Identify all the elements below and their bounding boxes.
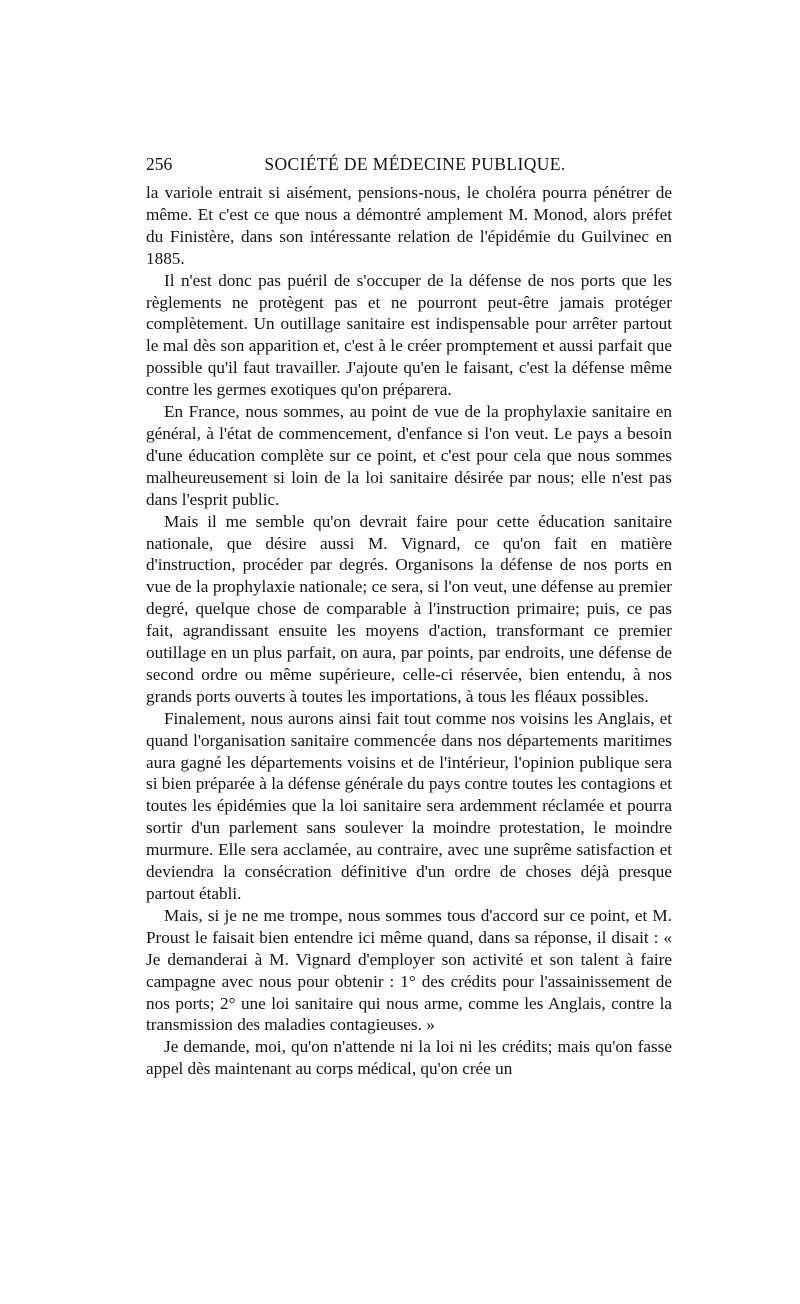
- paragraph-continuation: la variole entrait si aisément, pensions-nous, le choléra pourra pénétrer de même. Et c'est ce que nous a démontré amplement M. Monod, alors préfet du Finistère, dans son intéressante relation de l'épidémie du Guilvinec en 1885.: [146, 183, 672, 268]
- running-title: SOCIÉTÉ DE MÉDECINE PUBLIQUE.: [264, 154, 566, 174]
- paragraph: Je demande, moi, qu'on n'attende ni la loi ni les crédits; mais qu'on fasse appel dès maintenant au corps médical, qu'on crée un: [146, 1037, 672, 1079]
- paragraph: Mais il me semble qu'on devrait faire pour cette éducation sanitaire nationale, que désire aussi M. Vignard, ce qu'on fait en matière d'instruction, procéder par degrés. Organisons la défense de nos ports en vue de la prophylaxie nationale; ce sera, si l'on veut, une défense au premier degré, quelque chose de comparable à l'instruction primaire; puis, ce pas fait, agrandissant ensuite les moyens d'action, transformant ce premier outillage en un plus parfait, on aura, par points, par endroits, une défense de second ordre ou même supérieure, celle-ci réservée, bien entendu, à nos grands ports ouverts à toutes les importations, à tous les fléaux possibles.: [146, 511, 672, 706]
- running-head: [146, 152, 672, 176]
- page-number: 256: [146, 154, 173, 174]
- paragraph: Il n'est donc pas puéril de s'occuper de la défense de nos ports que les règlements ne protègent pas et ne pourront peut-être jamais protéger complètement. Un outillage sanitaire est indispensable pour arrêter partout le mal dès son apparition et, c'est à le créer promptement et aussi parfait que possible qu'il faut travailler. J'ajoute qu'en le faisant, c'est la défense même contre les germes exotiques qu'on préparera.: [146, 270, 672, 400]
- paragraph: Finalement, nous aurons ainsi fait tout comme nos voisins les Anglais, et quand l'organisation sanitaire commencée dans nos départements maritimes aura gagné les départements voisins et de l'intérieur, l'opinion publique sera si bien préparée à la défense générale du pays contre toutes les contagions et toutes les épidémies que la loi sanitaire sera ardemment réclamée et pourra sortir d'un parlement sans soulever la moindre protestation, le moindre murmure. Elle sera acclamée, au contraire, avec une suprême satisfaction et deviendra la consécration définitive d'un ordre de choses déjà presque partout établi.: [146, 708, 672, 903]
- paragraph: Mais, si je ne me trompe, nous sommes tous d'accord sur ce point, et M. Proust le faisait bien entendre ici même quand, dans sa réponse, il disait : « Je demanderai à M. Vignard d'employer son activité et son talent à faire campagne avec nous pour obtenir : 1° des crédits pour l'assainissement de nos ports; 2° une loi sanitaire qui nous arme, comme les Anglais, contre la transmission des maladies contagieuses. »: [146, 905, 672, 1035]
- body-text: [146, 182, 672, 1080]
- paragraph: En France, nous sommes, au point de vue de la prophylaxie sanitaire en général, à l'état de commencement, d'enfance si l'on veut. Le pays a besoin d'une éducation complète sur ce point, et c'est pour cela que nous sommes malheureusement si loin de la loi sanitaire désirée par nous; elle n'est pas dans l'esprit public.: [146, 402, 672, 509]
- book-page: [146, 152, 672, 1080]
